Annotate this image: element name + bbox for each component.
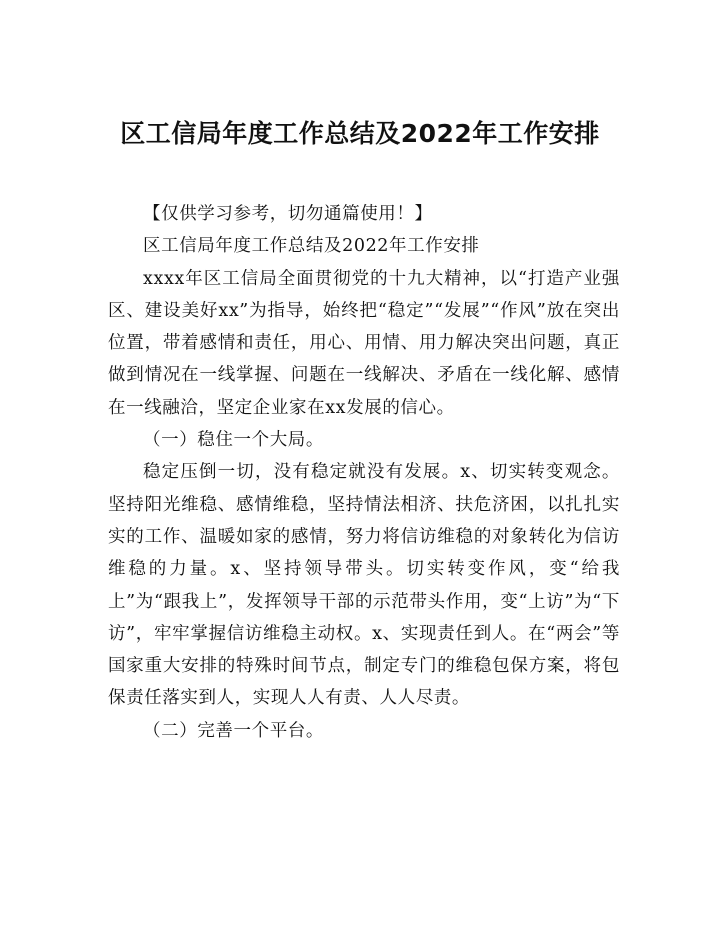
section-heading-2: （二）完善一个平台。 [143,720,324,741]
section-heading-1: （一）稳住一个大局。 [143,430,324,451]
section-paragraph-1: 稳定压倒一切，没有稳定就没有发展。x、切实转变观念。坚持阳光维稳、感情维稳，坚持情法相济、扶危济困，以扎扎实实的工作、温暖如家的感情，努力将信访维稳的对象转化为信访维稳的力量。x、坚持领导带头。切实转变作风，变“给我上”为“跟我上”，发挥领导干部的示范带头作用，变“上访”为“下访”，牢牢掌握信访维稳主动权。x、实现责任到人。在“两会”等国家重大安排的特殊时间节点，制定专门的维稳包保方案，将包保责任落实到人，实现人人有责、人人尽责。 [108,462,620,709]
document-title: 区工信局年度工作总结及2022年工作安排 [120,119,600,148]
subtitle-paragraph: 区工信局年度工作总结及2022年工作安排 [143,236,480,257]
document-body [108,198,620,747]
disclaimer-paragraph: 【仅供学习参考，切勿通篇使用！】 [143,204,433,224]
intro-paragraph: xxxx年区工信局全面贯彻党的十九大精神，以“打造产业强区、建设美好xx”为指导，始终把“稳定”“发展”“作风”放在突出位置，带着感情和责任，用心、用情、用力解决突出问题，真正做到情况在一线掌握、问题在一线解决、矛盾在一线化解、感情在一线融洽，坚定企业家在xx发展的信心。 [108,268,620,418]
